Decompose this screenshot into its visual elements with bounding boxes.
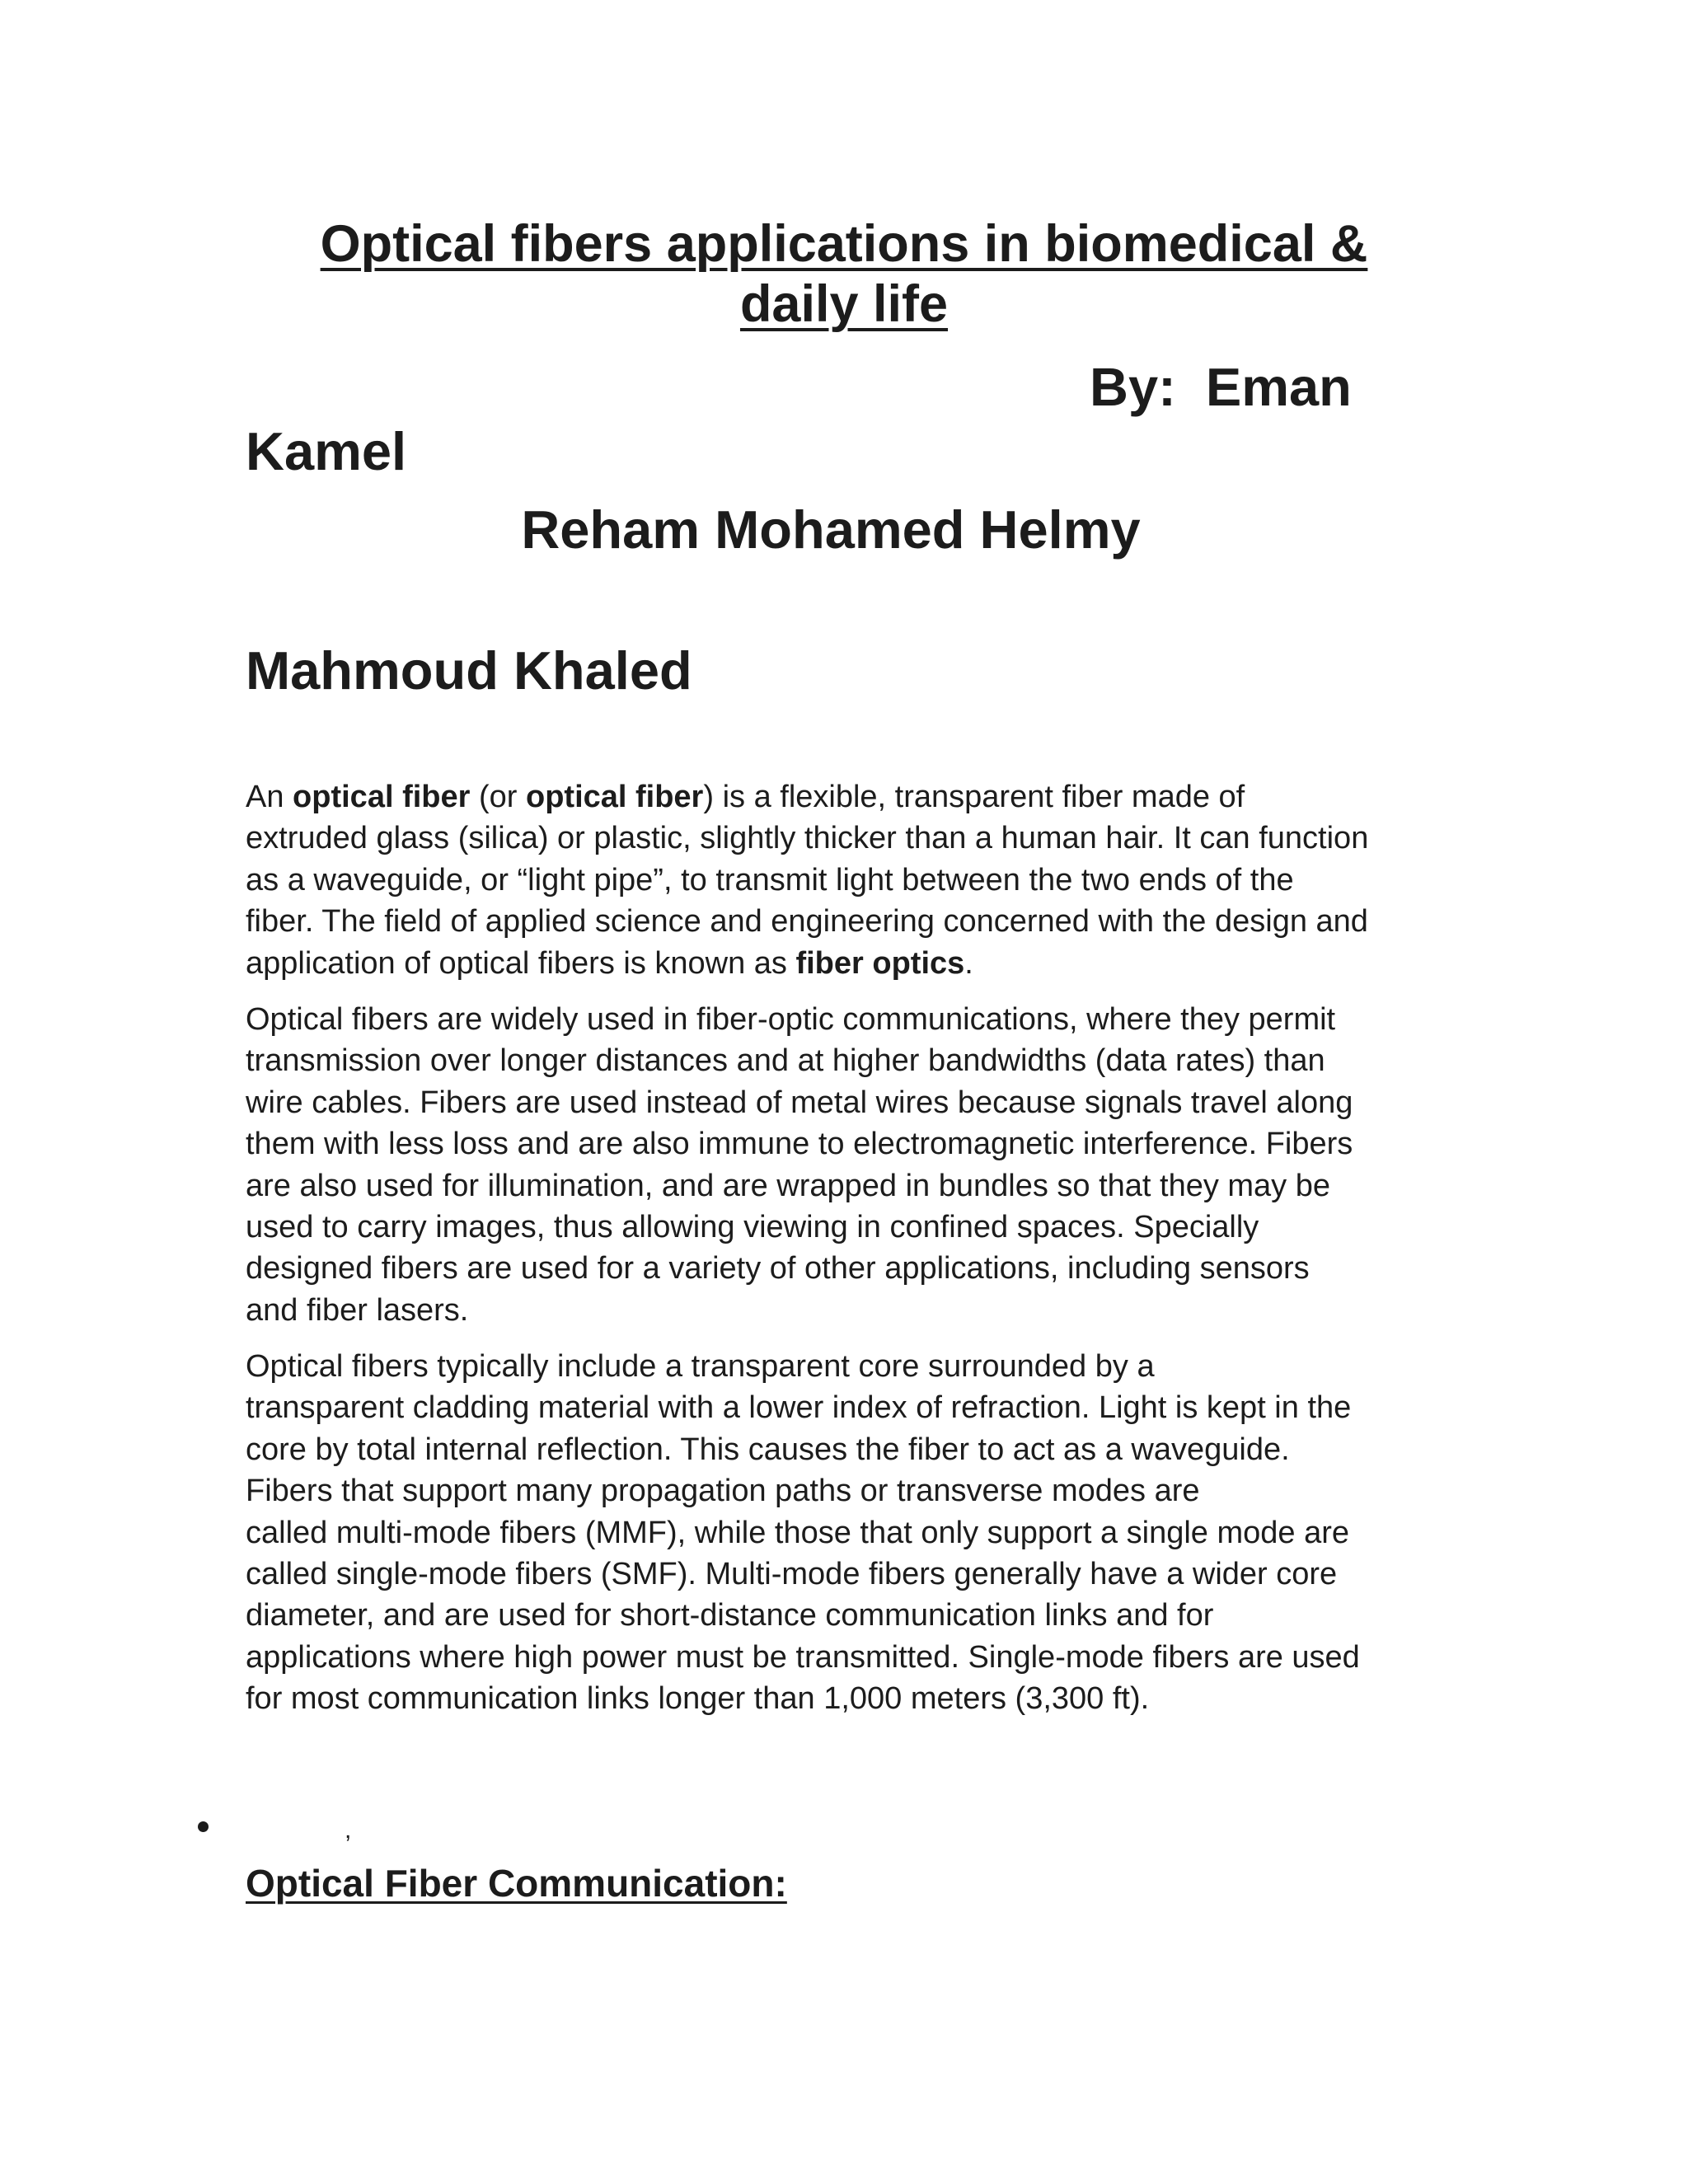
- paragraph-structure: [246, 1346, 1449, 1720]
- paragraph-line: core by total internal reflection. This causes the fiber to act as a waveguide.: [246, 1432, 1290, 1467]
- document-title-line-2: daily life: [739, 275, 949, 333]
- bold-term: optical fiber: [293, 780, 471, 814]
- bold-term: fiber optics: [795, 945, 965, 981]
- bullet-icon: [198, 1821, 209, 1832]
- paragraph-uses: [246, 999, 1449, 1331]
- author-first-name: Eman: [1205, 357, 1352, 417]
- bullet-comma: ,: [345, 1816, 352, 1844]
- paragraph-line: Optical fibers are widely used in fiber-optic communications, where they permit: [246, 1002, 1336, 1037]
- paragraph-line: called single-mode fibers (SMF). Multi-mode fibers generally have a wider core: [246, 1557, 1338, 1592]
- paragraph-line: transmission over longer distances and at higher bandwidths (data rates) than: [246, 1043, 1325, 1079]
- paragraph-line: them with less loss and are also immune to electromagnetic interference. Fibers: [246, 1127, 1353, 1162]
- paragraph-line: transparent cladding material with a lower index of refraction. Light is kept in the: [246, 1390, 1352, 1426]
- author-reham: Reham Mohamed Helmy: [521, 499, 1141, 560]
- byline: [1090, 356, 1352, 418]
- paragraph-line: used to carry images, thus allowing viewing in confined spaces. Specially: [246, 1210, 1259, 1245]
- paragraph-line: extruded glass (silica) or plastic, slightly thicker than a human hair. It can function: [246, 821, 1369, 856]
- paragraph-definition: [246, 776, 1449, 984]
- paragraph-line: as a waveguide, or “light pipe”, to transmit light between the two ends of the: [246, 862, 1294, 898]
- paragraph-line: Optical fibers typically include a transparent core surrounded by a: [246, 1349, 1155, 1384]
- paragraph-line: and fiber lasers.: [246, 1292, 469, 1328]
- section-heading: Optical Fiber Communication:: [246, 1862, 787, 1905]
- paragraph-line: fiber. The field of applied science and engineering concerned with the design and: [246, 904, 1368, 940]
- paragraph-line: Fibers that support many propagation paths or transverse modes are: [246, 1474, 1200, 1509]
- paragraph-line: designed fibers are used for a variety of other applications, including sensors: [246, 1251, 1310, 1286]
- paragraph-line: application of optical fibers is known as fiber optics.: [246, 945, 973, 981]
- paragraph-line: for most communication links longer than 1,000 meters (3,300 ft).: [246, 1681, 1150, 1717]
- paragraph-line: are also used for illumination, and are wrapped in bundles so that they may be: [246, 1168, 1331, 1203]
- paragraph-line: An optical fiber (or optical fiber) is a flexible, transparent fiber made of: [246, 780, 1245, 814]
- author-mahmoud: Mahmoud Khaled: [246, 640, 692, 701]
- bold-term: optical fiber: [525, 780, 704, 814]
- document-title-line-1: Optical fibers applications in biomedical &: [320, 215, 1368, 273]
- byline-prefix: By:: [1090, 357, 1176, 417]
- paragraph-line: called multi-mode fibers (MMF), while those that only support a single mode are: [246, 1515, 1350, 1550]
- author-last-name: Kamel: [246, 421, 407, 481]
- paragraph-line: wire cables. Fibers are used instead of metal wires because signals travel along: [246, 1085, 1353, 1120]
- paragraph-line: applications where high power must be transmitted. Single-mode fibers are used: [246, 1639, 1360, 1675]
- paragraph-line: diameter, and are used for short-distance communication links and for: [246, 1598, 1214, 1633]
